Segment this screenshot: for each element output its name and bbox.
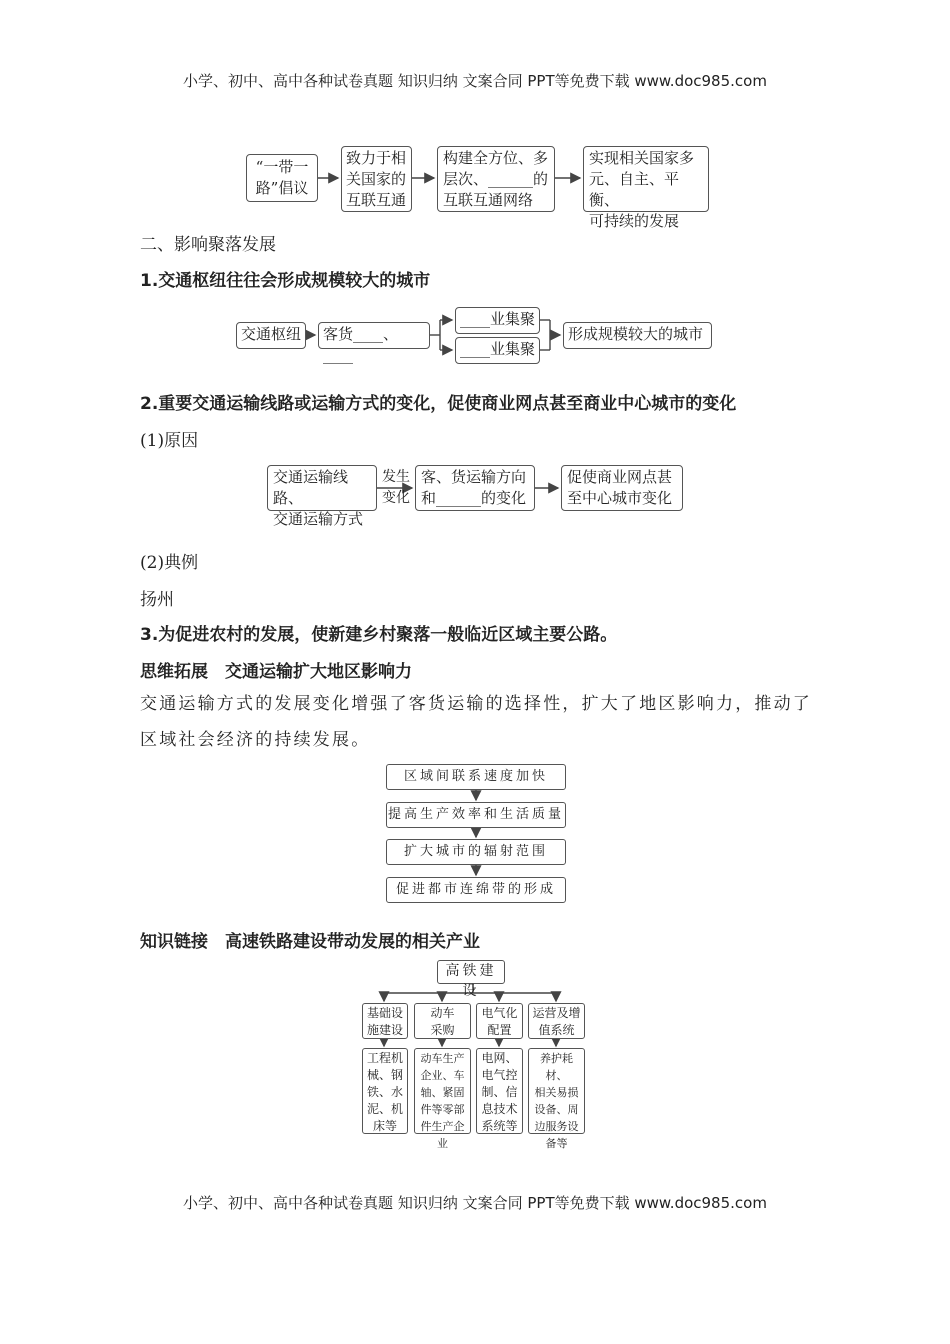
col1-body-l4: 泥、机 [366,1102,403,1116]
knowledge-col3-head [476,1003,523,1039]
col2-body-l1: 动车生产 [420,1052,465,1065]
flow1-b2-line3: 互联互通 [346,191,407,209]
col3-head-l1: 电气化 [481,1006,518,1020]
flow1-b4-line2: 元、自主、平衡、 [589,170,680,209]
point2-title: 2.重要交通运输线路或运输方式的变化，促使商业网点甚至商业中心城市的变化 [140,394,737,414]
section-title: 二、影响聚落发展 [140,235,276,255]
col1-head-l2: 施建设 [366,1023,403,1037]
col3-body-l4: 息技术 [481,1102,518,1116]
flow3-mid-line2: 变化 [382,490,410,506]
col4-body-l3: 设备、周 [534,1103,579,1116]
flow1-connectivity-box [341,146,412,212]
flow3-direction-box [415,465,535,511]
point1-title: 1.交通枢纽往往会形成规模较大的城市 [140,271,431,291]
flow1-b4-line1: 实现相关国家多 [589,149,695,167]
knowledge-col1-body [362,1048,408,1134]
col3-body-l2: 电气控 [481,1068,518,1082]
thinking-title: 思维拓展 交通运输扩大地区影响力 [140,662,412,682]
col1-body-l1: 工程机 [366,1051,403,1065]
col1-body-l5: 床等 [372,1119,397,1133]
col4-body-l5: 备等 [545,1137,568,1150]
reason-label: (1)原因 [140,431,199,451]
col3-body-l3: 制、信 [481,1085,518,1099]
flow3-b1-line1: 交通运输线路、 [273,468,349,507]
example-label: (2)典例 [140,553,199,573]
col3-head-l2: 配置 [487,1023,512,1037]
thinking-step-4: 促进都市连绵带的形成 [386,877,566,903]
flow3-lines-box [267,465,377,528]
flow3-b3-line2: 至中心城市变化 [567,489,673,507]
col2-head-l1: 动车 [430,1006,455,1020]
example-city: 扬州 [140,590,174,610]
col2-body-l4: 件等零部 [420,1103,465,1116]
col4-body-l2: 相关易损 [534,1086,579,1099]
flow3-change-label [380,467,412,509]
flow1-network-box [437,146,555,212]
flow2-industry-box-1: ____业集聚 [455,307,540,334]
knowledge-root-box: 高铁建设 [437,960,505,984]
flow1-b1-line1: “一带一 [255,158,309,176]
knowledge-col4-body [528,1048,585,1150]
flow1-b3-line2: 层次、______的 [443,170,549,188]
col2-head-l2: 采购 [430,1023,455,1037]
thinking-step-1: 区域间联系速度加快 [386,764,566,790]
flow1-b4-line3: 可持续的发展 [589,212,680,230]
flow1-b2-line1: 致力于相 [346,149,407,167]
col4-body-l1: 养护耗材、 [540,1052,573,1082]
flow1-b2-line2: 关国家的 [346,170,407,188]
flow2-result-box: 形成规模较大的城市 [563,322,712,349]
col2-body-l3: 轴、紧固 [420,1086,465,1099]
col1-body-l2: 械、钢 [366,1068,403,1082]
flow3-b1-line2: 交通运输方式 [273,510,364,528]
flow3-b2-line1: 客、货运输方向 [421,468,527,486]
point3-title: 3.为促进农村的发展，使新建乡村聚落一般临近区域主要公路。 [140,625,618,645]
knowledge-col3-body [476,1048,523,1134]
flow1-b3-line1: 构建全方位、多 [443,149,549,167]
col1-head-l1: 基础设 [366,1006,403,1020]
knowledge-col1-head [362,1003,408,1039]
col3-body-l5: 系统等 [481,1119,518,1133]
knowledge-col4-head [528,1003,585,1039]
flow3-b3-line1: 促使商业网点甚 [567,468,673,486]
flow1-b3-line3: 互联互通网络 [443,191,534,209]
col1-body-l3: 铁、水 [366,1085,403,1099]
knowledge-col2-head [414,1003,471,1039]
col2-body-l5: 件生产企业 [420,1120,465,1150]
knowledge-title: 知识链接 高速铁路建设带动发展的相关产业 [140,932,480,952]
thinking-paragraph: 交通运输方式的发展变化增强了客货运输的选择性，扩大了地区影响力，推动了区域社会经济的持续发展。 [140,694,812,750]
col4-head-l1: 运营及增 [532,1006,581,1020]
col4-body-l4: 边服务设 [534,1120,579,1133]
flow1-b1-line2: 路”倡议 [255,179,309,197]
col3-body-l1: 电网、 [481,1051,518,1065]
page-header: 小学、初中、高中各种试卷真题 知识归纳 文案合同 PPT等免费下载 www.doc985.com [183,72,767,90]
knowledge-col2-body [414,1048,471,1150]
flow2-cargo-box: 客货____、____ [318,322,430,349]
flow2-hub-box: 交通枢纽 [236,322,306,349]
flow3-mid-line1: 发生 [382,469,410,485]
flow1-initiative-box [246,154,318,202]
thinking-step-3: 扩大城市的辐射范围 [386,839,566,865]
flow3-b2-line2: 和______的变化 [421,489,527,507]
col4-head-l2: 值系统 [538,1023,575,1037]
flow3-commerce-box [561,465,683,511]
flow1-development-box [583,146,709,230]
col2-body-l2: 企业、车 [420,1069,465,1082]
flow2-industry-box-2: ____业集聚 [455,337,540,364]
page-footer: 小学、初中、高中各种试卷真题 知识归纳 文案合同 PPT等免费下载 www.doc985.com [183,1194,767,1212]
thinking-step-2: 提高生产效率和生活质量 [386,802,566,828]
